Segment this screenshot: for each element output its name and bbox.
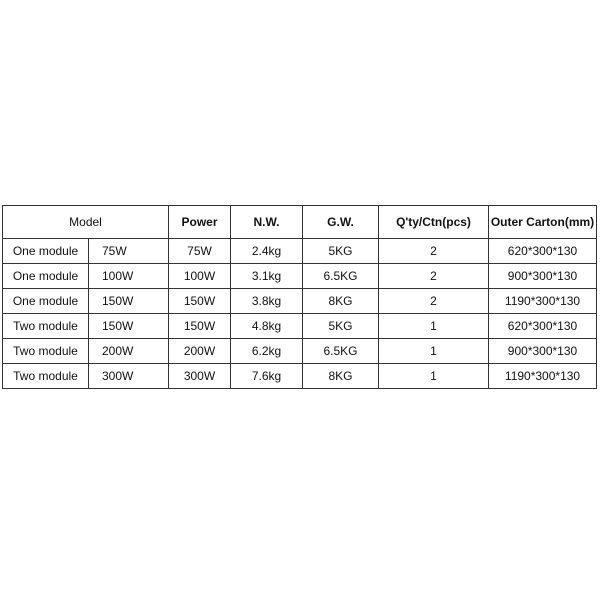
cell-module-type: One module [3, 264, 89, 289]
cell-quantity: 2 [379, 264, 489, 289]
cell-net-weight: 6.2kg [231, 339, 303, 364]
cell-carton-size: 900*300*130 [489, 264, 597, 289]
cell-model-power: 300W [89, 364, 169, 389]
cell-gross-weight: 8KG [303, 364, 379, 389]
cell-module-type: Two module [3, 339, 89, 364]
spec-table [2, 205, 597, 389]
header-power: Power [169, 206, 231, 239]
cell-module-type: Two module [3, 314, 89, 339]
cell-gross-weight: 5KG [303, 314, 379, 339]
cell-power: 75W [169, 239, 231, 264]
cell-quantity: 1 [379, 339, 489, 364]
cell-gross-weight: 8KG [303, 289, 379, 314]
table-row [3, 339, 597, 364]
cell-gross-weight: 6.5KG [303, 264, 379, 289]
header-quantity-per-carton: Q'ty/Ctn(pcs) [379, 206, 489, 239]
cell-net-weight: 7.6kg [231, 364, 303, 389]
cell-module-type: Two module [3, 364, 89, 389]
cell-quantity: 2 [379, 289, 489, 314]
cell-quantity: 1 [379, 364, 489, 389]
cell-power: 100W [169, 264, 231, 289]
table-row [3, 239, 597, 264]
cell-power: 200W [169, 339, 231, 364]
cell-carton-size: 620*300*130 [489, 314, 597, 339]
cell-net-weight: 3.8kg [231, 289, 303, 314]
cell-power: 150W [169, 314, 231, 339]
cell-carton-size: 1190*300*130 [489, 364, 597, 389]
table-row [3, 289, 597, 314]
cell-quantity: 2 [379, 239, 489, 264]
cell-carton-size: 1190*300*130 [489, 289, 597, 314]
cell-gross-weight: 6.5KG [303, 339, 379, 364]
cell-net-weight: 4.8kg [231, 314, 303, 339]
header-gross-weight: G.W. [303, 206, 379, 239]
table-row [3, 364, 597, 389]
table-row [3, 264, 597, 289]
cell-power: 300W [169, 364, 231, 389]
cell-model-power: 75W [89, 239, 169, 264]
cell-carton-size: 620*300*130 [489, 239, 597, 264]
cell-power: 150W [169, 289, 231, 314]
cell-module-type: One module [3, 289, 89, 314]
cell-quantity: 1 [379, 314, 489, 339]
header-row [3, 206, 597, 239]
cell-module-type: One module [3, 239, 89, 264]
header-outer-carton: Outer Carton(mm) [489, 206, 597, 239]
cell-model-power: 200W [89, 339, 169, 364]
cell-net-weight: 2.4kg [231, 239, 303, 264]
header-net-weight: N.W. [231, 206, 303, 239]
cell-gross-weight: 5KG [303, 239, 379, 264]
cell-model-power: 150W [89, 289, 169, 314]
header-model: Model [3, 206, 169, 239]
table-row [3, 314, 597, 339]
cell-net-weight: 3.1kg [231, 264, 303, 289]
cell-model-power: 150W [89, 314, 169, 339]
cell-model-power: 100W [89, 264, 169, 289]
cell-carton-size: 900*300*130 [489, 339, 597, 364]
